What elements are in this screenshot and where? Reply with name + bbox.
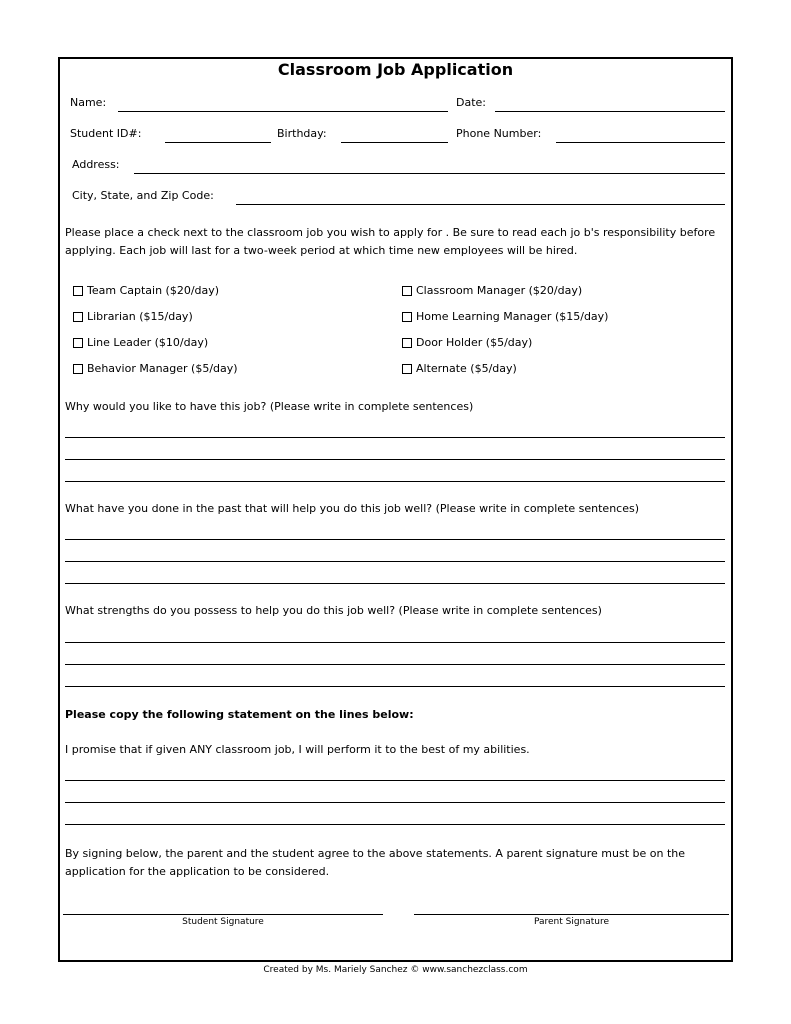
question-1: Why would you like to have this job? (Please write in complete sentences) bbox=[65, 400, 474, 413]
name-line[interactable] bbox=[118, 111, 448, 112]
question-2: What have you done in the past that will help you do this job well? (Please write in complete sentences) bbox=[65, 502, 640, 515]
checkbox-icon[interactable] bbox=[73, 338, 83, 348]
parent-signature-label: Parent Signature bbox=[533, 917, 610, 927]
checkbox-icon[interactable] bbox=[402, 338, 412, 348]
answer-line[interactable] bbox=[65, 481, 725, 482]
checkbox-icon[interactable] bbox=[73, 364, 83, 374]
answer-line[interactable] bbox=[65, 459, 725, 460]
checkbox-icon[interactable] bbox=[402, 312, 412, 322]
copy-heading: Please copy the following statement on the lines below: bbox=[65, 708, 414, 721]
form-title: Classroom Job Application bbox=[277, 60, 514, 79]
address-line[interactable] bbox=[134, 173, 725, 174]
date-label: Date: bbox=[456, 96, 486, 109]
job-option-door-holder[interactable]: Door Holder ($5/day) bbox=[402, 336, 532, 349]
question-3: What strengths do you possess to help you do this job well? (Please write in complete sentences) bbox=[65, 604, 602, 617]
birthday-line[interactable] bbox=[341, 142, 448, 143]
city-line[interactable] bbox=[236, 204, 725, 205]
date-line[interactable] bbox=[495, 111, 725, 112]
answer-line[interactable] bbox=[65, 642, 725, 643]
footer-credit: Created by Ms. Mariely Sanchez © www.sanchezclass.com bbox=[263, 965, 528, 975]
student-id-line[interactable] bbox=[165, 142, 271, 143]
phone-label: Phone Number: bbox=[456, 127, 542, 140]
student-id-label: Student ID#: bbox=[70, 127, 142, 140]
job-option-alternate[interactable]: Alternate ($5/day) bbox=[402, 362, 517, 375]
answer-line[interactable] bbox=[65, 539, 725, 540]
answer-line[interactable] bbox=[65, 686, 725, 687]
agreement-text: By signing below, the parent and the student agree to the above statements. A parent signature must be on the application for the application to be considered. bbox=[65, 847, 686, 878]
job-option-classroom-manager[interactable]: Classroom Manager ($20/day) bbox=[402, 284, 582, 297]
job-option-librarian[interactable]: Librarian ($15/day) bbox=[73, 310, 193, 323]
student-signature-label: Student Signature bbox=[182, 917, 264, 927]
phone-line[interactable] bbox=[556, 142, 725, 143]
job-option-line-leader[interactable]: Line Leader ($10/day) bbox=[73, 336, 208, 349]
birthday-label: Birthday: bbox=[277, 127, 327, 140]
checkbox-icon[interactable] bbox=[73, 286, 83, 296]
job-option-team-captain[interactable]: Team Captain ($20/day) bbox=[73, 284, 219, 297]
answer-line[interactable] bbox=[65, 583, 725, 584]
answer-line[interactable] bbox=[65, 561, 725, 562]
copy-statement: I promise that if given ANY classroom job, I will perform it to the best of my abilities. bbox=[65, 743, 530, 756]
copy-line[interactable] bbox=[65, 780, 725, 781]
checkbox-icon[interactable] bbox=[402, 286, 412, 296]
answer-line[interactable] bbox=[65, 664, 725, 665]
parent-signature-line[interactable] bbox=[414, 914, 729, 915]
name-label: Name: bbox=[70, 96, 107, 109]
checkbox-icon[interactable] bbox=[73, 312, 83, 322]
answer-line[interactable] bbox=[65, 437, 725, 438]
job-option-behavior-manager[interactable]: Behavior Manager ($5/day) bbox=[73, 362, 238, 375]
city-label: City, State, and Zip Code: bbox=[72, 189, 214, 202]
instructions-text: Please place a check next to the classroom job you wish to apply for . Be sure to read each jo b's responsibility before applying. Each job will last for a two-week period at which time new employees will be hired. bbox=[65, 226, 716, 257]
copy-line[interactable] bbox=[65, 824, 725, 825]
checkbox-icon[interactable] bbox=[402, 364, 412, 374]
address-label: Address: bbox=[72, 158, 120, 171]
job-option-home-learning-manager[interactable]: Home Learning Manager ($15/day) bbox=[402, 310, 608, 323]
copy-line[interactable] bbox=[65, 802, 725, 803]
student-signature-line[interactable] bbox=[63, 914, 383, 915]
